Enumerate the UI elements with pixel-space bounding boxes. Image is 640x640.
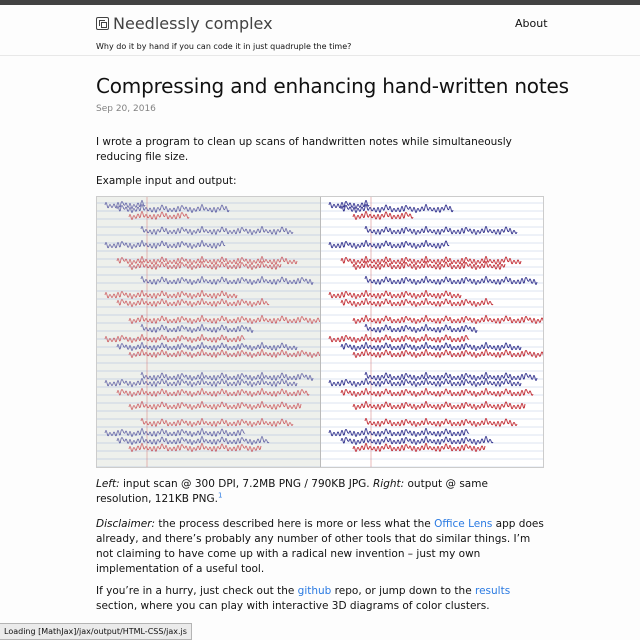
post-date: Sep 20, 2016 <box>96 104 156 114</box>
disclaimer-text-2: app does already, and there’s probably any number of other tools that do similar things. I’m not claiming to have come up with a radical new invention – just my own implementation of a useful tool. <box>96 518 544 575</box>
disclaimer-paragraph <box>96 517 546 577</box>
handwriting-stroke <box>329 241 449 249</box>
handwriting-stroke <box>105 201 145 209</box>
handwriting-stroke <box>353 444 485 452</box>
caption-left-label: Left: <box>96 478 120 490</box>
handwriting-stroke <box>129 350 321 358</box>
handwriting-stroke <box>141 419 293 427</box>
handwriting-stroke <box>141 227 293 235</box>
office-lens-link[interactable]: Office Lens <box>434 518 493 530</box>
site-tagline: Why do it by hand if you can code it in just quadruple the time? <box>96 42 352 51</box>
handwriting-stroke <box>129 212 189 220</box>
handwriting-stroke <box>341 299 493 307</box>
handwriting-stroke <box>117 205 229 213</box>
disclaimer-text-1: the process described here is more or less what the <box>155 518 435 530</box>
handwriting-stroke <box>105 379 297 387</box>
figure-caption <box>96 477 546 507</box>
hurry-paragraph <box>96 584 546 614</box>
github-link[interactable]: github <box>297 585 332 597</box>
example-figure <box>96 196 544 468</box>
caption-left-text: input scan @ 300 DPI, 7.2MB PNG / 790KB JPG. <box>119 478 373 490</box>
handwriting-stroke <box>353 350 544 358</box>
mathjax-status-bar: Loading [MathJax]/jax/output/HTML-CSS/jax.js <box>0 623 192 640</box>
nav-about-link[interactable]: About <box>515 17 548 30</box>
handwriting-stroke <box>105 335 245 343</box>
handwriting-stroke <box>329 379 521 387</box>
handwriting-stroke <box>341 343 521 351</box>
handwriting-stroke <box>353 262 505 270</box>
hurry-text-1: If you’re in a hurry, just check out the <box>96 585 298 597</box>
site-header <box>0 0 640 56</box>
input-scan-image <box>97 197 321 467</box>
handwriting-stroke <box>329 335 469 343</box>
site-title: Needlessly complex <box>113 14 273 33</box>
handwriting-stroke <box>117 343 297 351</box>
handwriting-stroke <box>353 316 544 324</box>
example-heading: Example input and output: <box>96 175 237 187</box>
handwriting-stroke <box>129 262 281 270</box>
handwriting-stroke <box>117 257 297 265</box>
handwriting-stroke <box>353 402 525 410</box>
post-title: Compressing and enhancing hand-written notes <box>96 74 569 98</box>
handwriting-stroke <box>341 437 493 445</box>
handwriting-stroke <box>365 227 517 235</box>
handwriting-stroke <box>105 291 237 299</box>
footnote-link[interactable]: 1 <box>217 491 223 500</box>
handwriting-stroke <box>365 277 537 285</box>
caption-right-label: Right: <box>372 478 405 490</box>
handwriting-stroke <box>329 291 461 299</box>
handwriting-stroke <box>341 257 521 265</box>
handwriting-stroke <box>105 241 225 249</box>
hurry-text-3: section, where you can play with interactive 3D diagrams of color clusters. <box>96 600 490 612</box>
handwriting-stroke <box>341 205 453 213</box>
handwriting-stroke <box>365 325 477 333</box>
handwriting-stroke <box>117 299 269 307</box>
handwriting-stroke <box>365 373 537 381</box>
hurry-text-2: repo, or jump down to the <box>331 585 475 597</box>
handwriting-stroke <box>129 316 321 324</box>
handwriting-stroke <box>365 419 517 427</box>
disclaimer-label: Disclaimer: <box>96 518 156 530</box>
handwriting-stroke <box>341 389 533 397</box>
output-scan-image <box>321 197 544 467</box>
handwriting-stroke <box>353 212 413 220</box>
handwriting-stroke <box>329 429 469 437</box>
results-link[interactable]: results <box>475 585 511 597</box>
site-title-link[interactable] <box>96 14 273 33</box>
site-logo-icon <box>96 17 109 30</box>
handwriting-stroke <box>329 201 369 209</box>
intro-paragraph: I wrote a program to clean up scans of handwritten notes while simultaneously reducing file size. <box>96 136 512 163</box>
handwriting-stroke <box>129 444 261 452</box>
caption-right-text: output @ same resolution, 121KB PNG. <box>96 478 488 505</box>
